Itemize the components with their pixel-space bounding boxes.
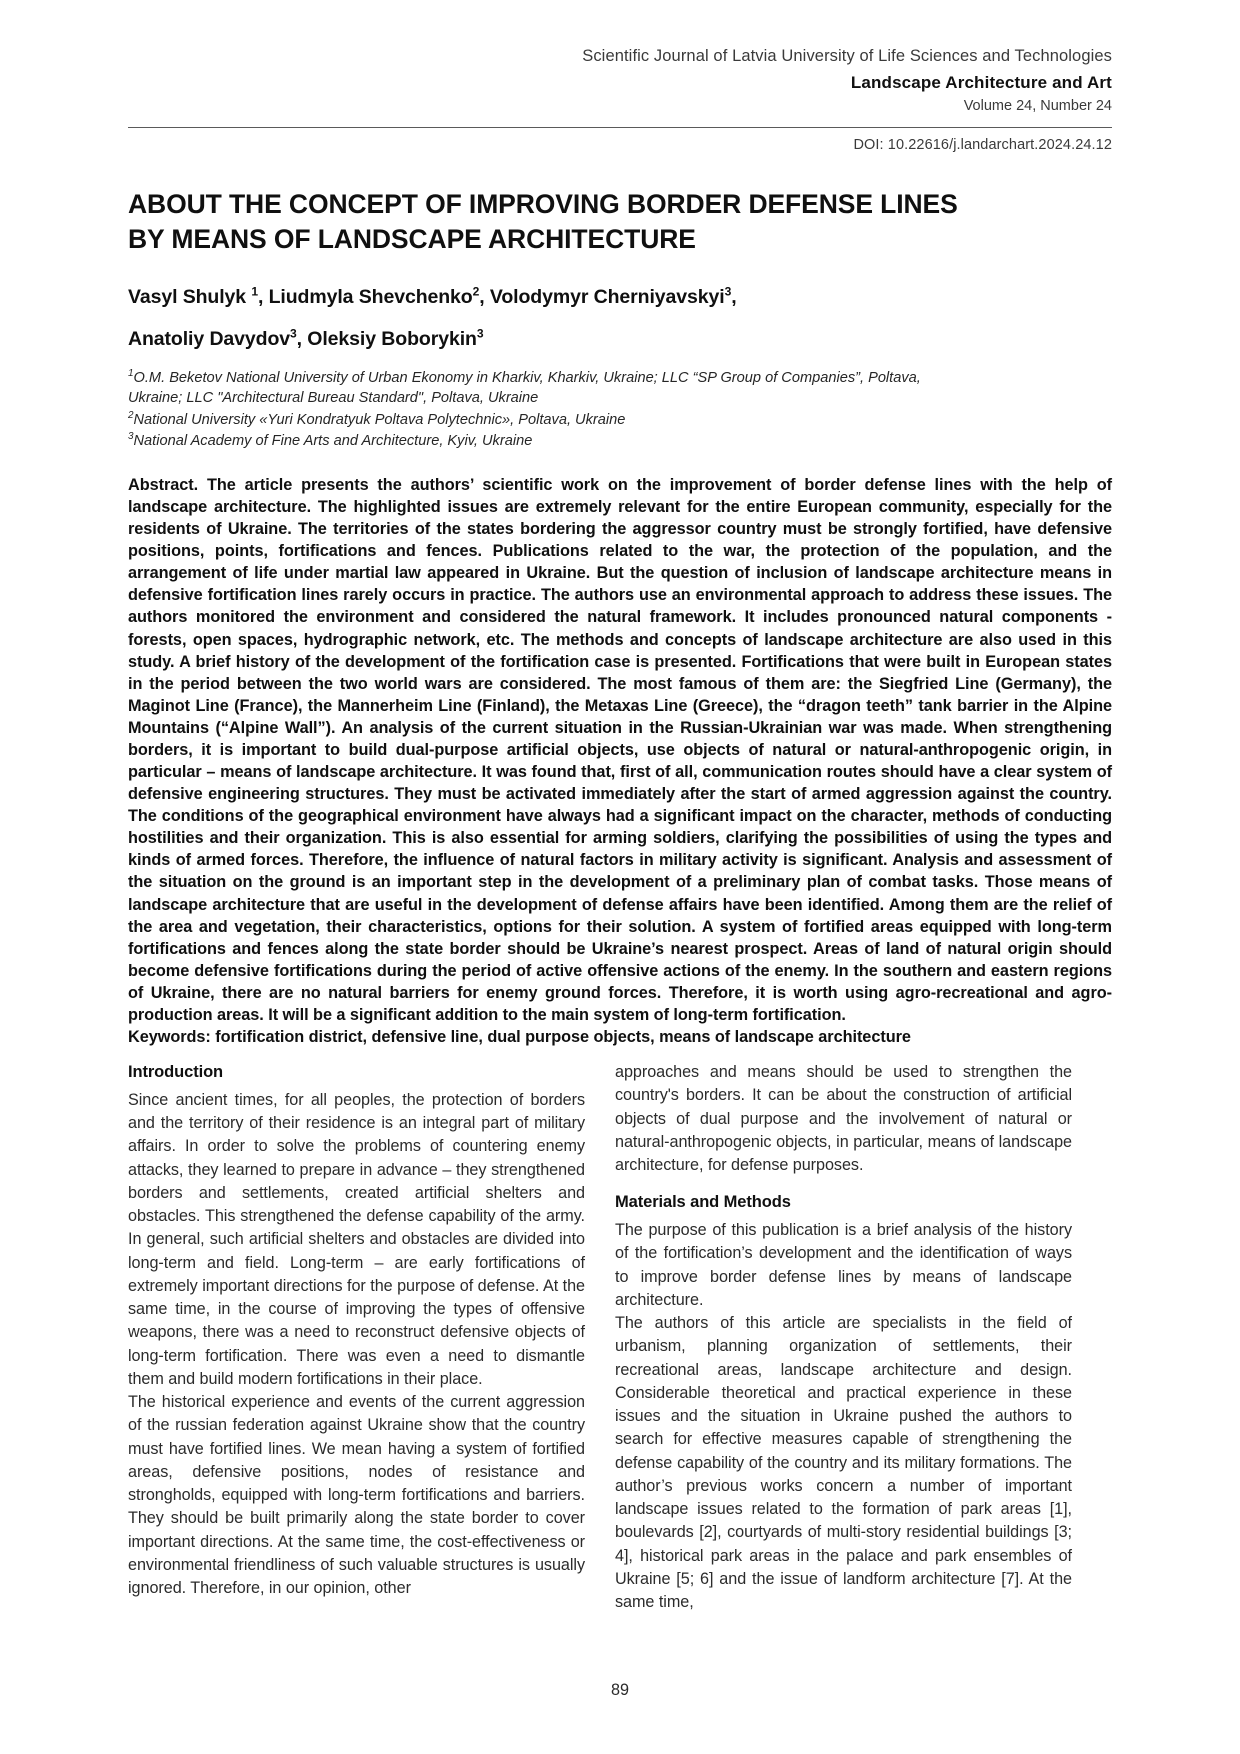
abstract-text: Abstract. The article presents the authors’ scientific work on the improvement of border defense lines with the help of landscape architecture. The highlighted issues are extremely relevant for the entire European community, especially for the residents of Ukraine. The territories of the states bordering the aggressor country must be strongly fortified, have defensive positions, points, fortifications and fences. Publications related to the war, the protection of the population, and the arrangement of life under martial law appeared in Ukraine. But the question of inclusion of landscape architecture means in defensive fortification lines rarely occurs in practice. The authors use an environmental approach to address these issues. The authors monitored the environment and considered the natural framework. It includes pronounced natural components - forests, open spaces, hydrographic network, etc. The methods and concepts of landscape architecture are also used in this study. A brief history of the development of the fortification case is presented. Fortifications that were built in European states in the period between the two world wars are considered. The most famous of them are: the Siegfried Line (Germany), the Maginot Line (France), the Mannerheim Line (Finland), the Metaxas Line (Greece), the “dragon teeth” tank barrier in the Alpine Mountains (“Alpine Wall”). An analysis of the current situation in the Russian-Ukrainian war was made. When strengthening borders, it is important to build dual-purpose artificial objects, use objects of natural or natural-anthropogenic origin, in particular – means of landscape architecture. It was found that, first of all, communication routes should have a clear system of defensive engineering structures. They must be activated immediately after the start of armed aggression against the country. The conditions of the geographical environment have always had a significant impact on the character, methods of conducting hostilities and their organization. This is also essential for arming soldiers, clarifying the possibilities of using the types and kinds of armed forces. Therefore, the influence of natural factors in military activity is significant. Analysis and assessment of the situation on the ground is an important step in the development of a preliminary plan of combat tasks. Those means of landscape architecture that are useful in the development of defense affairs have been identified. Among them are the relief of the area and vegetation, their characteristics, options for their solution. A system of fortified areas equipped with long-term fortifications and fences along the state border should be Ukraine’s nearest prospect. Areas of land of natural origin should become defensive fortifications during the period of active offensive actions of the enemy. In the southern and eastern regions of Ukraine, there are no natural barriers for enemy ground forces. Therefore, it is worth using agro-recreational and agro-production areas. It will be a significant addition to the main system of long-term fortification. xyxy=(128,476,1112,1024)
affiliation-item: Ukraine; LLC "Architectural Bureau Standard", Poltava, Ukraine xyxy=(128,390,539,407)
paragraph: approaches and means should be used to strengthen the country's borders. It can be about the construction of artificial objects of dual purpose and the involvement of natural or natural-anthropogenic objects, in particular, means of landscape architecture, for defense purposes. xyxy=(615,1063,1072,1175)
masthead xyxy=(128,44,1112,118)
doi: DOI: 10.22616/j.landarchart.2024.24.12 xyxy=(853,137,1112,154)
masthead-divider xyxy=(128,127,1112,128)
affiliation-item: $^1$O.M. Beketov National University of Urban Ekonomy in Kharkiv, Kharkiv, Ukraine; LLC “SP Group of Companies”, Poltava, xyxy=(128,367,921,386)
column-right xyxy=(615,1061,1072,1614)
keywords-line: Keywords: fortification district, defensive line, dual purpose objects, means of landscape architecture xyxy=(128,1027,911,1046)
paragraph: The purpose of this publication is a brief analysis of the history of the fortification’s development and the identification of ways to improve border defense lines by means of landscape architecture. xyxy=(615,1221,1072,1309)
body-columns xyxy=(128,1061,1112,1614)
author-line-2: Anatoliy Davydov$^3$, Oleksiy Boborykin$^3$ xyxy=(128,326,484,351)
title-line-1: ABOUT THE CONCEPT OF IMPROVING BORDER DEFENSE LINES xyxy=(128,189,958,220)
journal-series: Landscape Architecture and Art xyxy=(850,72,1112,92)
section-heading-materials-and-methods: Materials and Methods xyxy=(615,1193,791,1212)
affiliation-list xyxy=(128,367,1112,452)
section-heading-introduction: Introduction xyxy=(128,1063,224,1082)
journal-name: Scientific Journal of Latvia University of Life Sciences and Technologies xyxy=(582,47,1112,65)
page-title xyxy=(128,187,1112,256)
paragraph: The historical experience and events of the current aggression of the russian federation against Ukraine show that the country must have fortified lines. We mean having a system of fortified areas, defensive positions, nodes of resistance and strongholds, equipped with long-term fortifications and barriers. They should be built primarily along the state border to cover important directions. At the same time, the cost-effectiveness or environmental friendliness of such valuable structures is usually ignored. Therefore, in our opinion, other xyxy=(128,1393,585,1598)
column-left xyxy=(128,1061,585,1600)
page-number: 89 xyxy=(610,1681,629,1699)
author-line-1: Vasyl Shulyk $^1$, Liudmyla Shevchenko$^2$, Volodymyr Cherniyavskyi$^3$, xyxy=(128,284,737,309)
affiliation-item: $^2$National University «Yuri Kondratyuk Poltava Polytechnic», Poltava, Ukraine xyxy=(128,409,626,428)
title-line-2: BY MEANS OF LANDSCAPE ARCHITECTURE xyxy=(128,223,696,254)
paragraph: Since ancient times, for all peoples, the protection of borders and the territory of their residence is an integral part of military affairs. In order to solve the problems of countering enemy attacks, they learned to prepare in advance – they strengthened borders and settlements, created artificial shelters and obstacles. This strengthened the defense capability of the army. In general, such artificial shelters and obstacles are divided into long-term and field. Long-term – are early fortifications of extremely important directions for the purpose of defense. At the same time, in the course of improving the types of offensive weapons, there was a need to reconstruct defensive objects of long-term fortification. There was even a need to dismantle them and build modern fortifications in their place. xyxy=(128,1090,585,1388)
affiliation-item: $^3$National Academy of Fine Arts and Architecture, Kyiv, Ukraine xyxy=(128,431,533,450)
author-list xyxy=(128,282,1112,354)
paragraph: The authors of this article are specialists in the field of urbanism, planning organization of settlements, their recreational areas, landscape architecture and design. Considerable theoretical and practical experience in these issues and the situation in Ukraine pushed the authors to search for effective measures capable of strengthening the defense capability of the country and its military formations. The author’s previous works concern a number of important landscape issues related to the formation of park areas [1], boulevards [2], courtyards of multi-story residential buildings [3; 4], historical park areas in the palace and park ensembles of Ukraine [5; 6] and the issue of landform architecture [7]. At the same time, xyxy=(615,1314,1072,1612)
journal-volume: Volume 24, Number 24 xyxy=(963,98,1112,115)
